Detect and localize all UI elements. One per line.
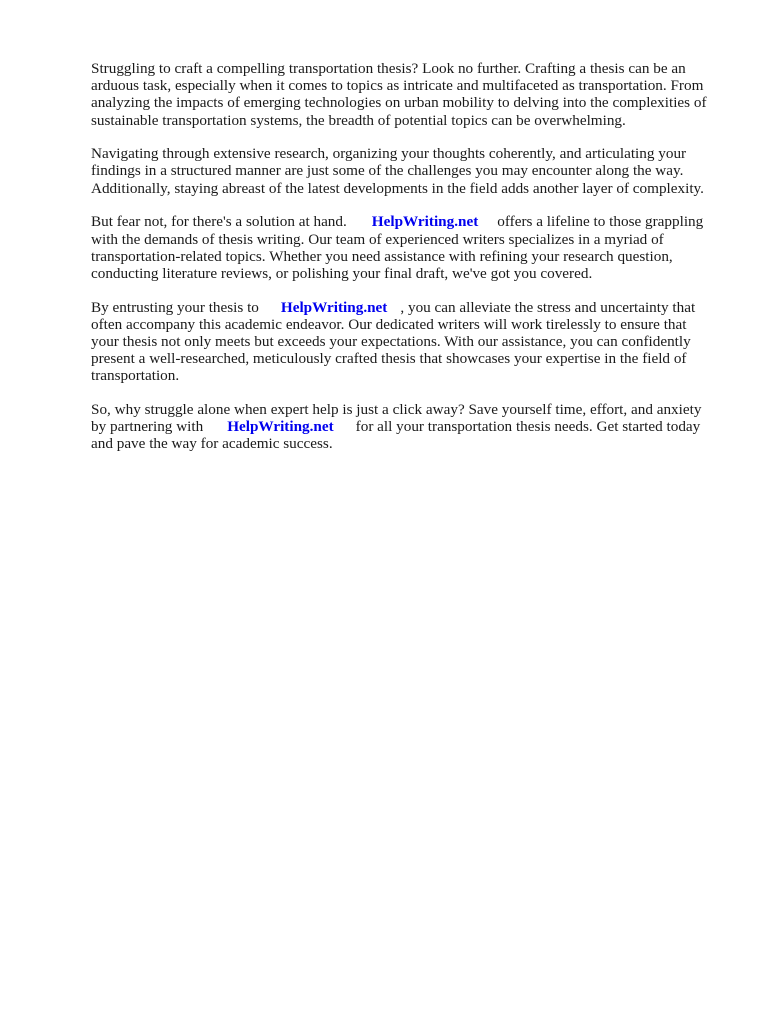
text-segment: , you can alleviate the stress and uncertainty that xyxy=(400,298,696,316)
text-line: your thesis not only meets but exceeds your expectations. With our assistance, you can confidently xyxy=(91,332,691,350)
text-line: present a well-researched, meticulously crafted thesis that showcases your expertise in the field of xyxy=(91,350,687,368)
paragraph-intro xyxy=(91,60,731,129)
text-line: often accompany this academic endeavor. Our dedicated writers will work tirelessly to ensure that xyxy=(91,315,687,333)
text-line: Struggling to craft a compelling transportation thesis? Look no further. Crafting a thesis can be an xyxy=(91,60,686,77)
helpwriting-link[interactable]: HelpWriting.net xyxy=(227,418,334,436)
text-segment: offers a lifeline to those grappling xyxy=(497,213,704,231)
text-line: conducting literature reviews, or polishing your final draft, we've got you covered. xyxy=(91,264,593,282)
paragraph-entrust xyxy=(91,299,731,385)
text-line xyxy=(91,418,731,435)
text-segment: By entrusting your thesis to xyxy=(91,298,259,316)
text-line: transportation. xyxy=(91,367,180,385)
text-segment: by partnering with xyxy=(91,418,204,436)
paragraph-solution xyxy=(91,213,731,282)
helpwriting-link[interactable]: HelpWriting.net xyxy=(371,213,479,231)
helpwriting-link[interactable]: HelpWriting.net xyxy=(280,298,388,316)
text-segment: But fear not, for there's a solution at hand. xyxy=(91,213,347,231)
text-line: and pave the way for academic success. xyxy=(91,435,333,453)
document-body xyxy=(91,60,731,469)
text-line xyxy=(91,213,731,230)
text-line: sustainable transportation systems, the breadth of potential topics can be overwhelming. xyxy=(91,111,626,129)
text-line: transportation-related topics. Whether you need assistance with refining your research question, xyxy=(91,247,673,265)
text-line: analyzing the impacts of emerging technologies on urban mobility to delving into the complexities of xyxy=(91,94,707,112)
text-segment: for all your transportation thesis needs. Get started today xyxy=(355,418,701,436)
text-line: Additionally, staying abreast of the latest developments in the field adds another layer of complexity. xyxy=(91,179,704,197)
paragraph-challenges xyxy=(91,145,731,197)
text-line: findings in a structured manner are just some of the challenges you may encounter along the way. xyxy=(91,162,684,180)
text-line: arduous task, especially when it comes to topics as intricate and multifaceted as transportation. From xyxy=(91,77,704,95)
text-line: Navigating through extensive research, organizing your thoughts coherently, and articulating your xyxy=(91,145,687,163)
text-line: with the demands of thesis writing. Our team of experienced writers specializes in a myriad of xyxy=(91,230,664,248)
text-line xyxy=(91,299,731,316)
text-line: So, why struggle alone when expert help is just a click away? Save yourself time, effort, and anxiety xyxy=(91,401,702,418)
paragraph-conclusion xyxy=(91,401,731,453)
